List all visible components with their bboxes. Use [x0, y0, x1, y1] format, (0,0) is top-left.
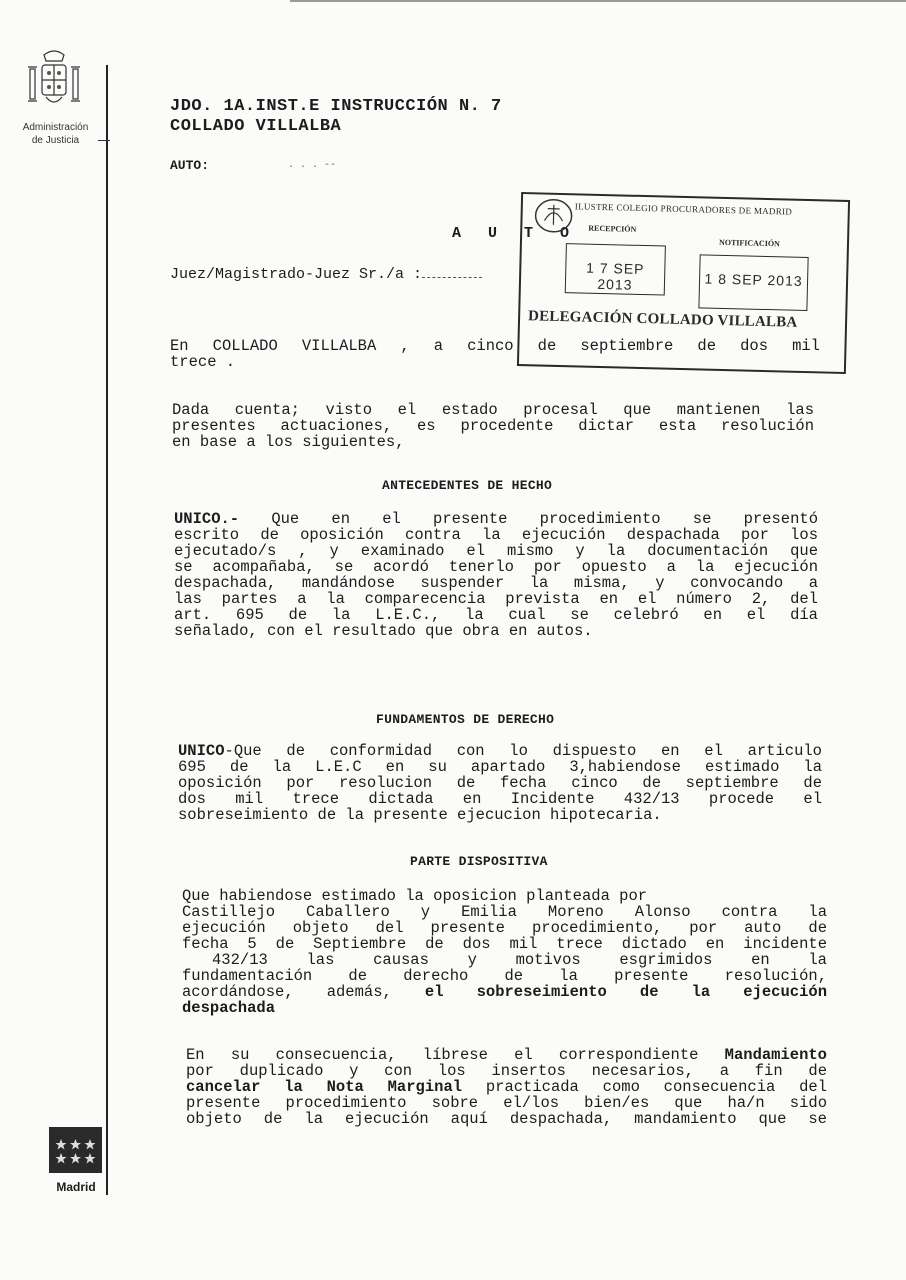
dada-line: presentes actuaciones, es procedente dictar esta resolución	[172, 417, 814, 435]
consecuencia-l3-normal: practicada como consecuencia del	[462, 1078, 827, 1096]
fundamentos-paragraph	[178, 743, 822, 823]
court-heading	[170, 97, 502, 137]
parte-line	[182, 1000, 827, 1016]
antecedentes-lead: UNICO.-	[174, 510, 240, 528]
dada-line: Dada cuenta; visto el estado procesal que mantienen las	[172, 401, 814, 419]
stamp-header: ILUSTRE COLEGIO PROCURADORES DE MADRID	[574, 201, 793, 217]
colegio-seal-icon	[532, 196, 575, 235]
consecuencia-line: objeto de la ejecución aquí despachada, mandamiento que se	[186, 1110, 827, 1128]
consecuencia-l3-bold-1: cancelar la	[186, 1078, 327, 1096]
margin-tick	[98, 140, 110, 141]
consecuencia-l3-bold-2: Nota Marginal	[326, 1078, 463, 1096]
parte-line-7-bold: el sobreseimiento de la ejecución	[424, 983, 827, 1001]
court-line-1: JDO. 1A.INST.E INSTRUCCIÓN N. 7	[170, 97, 502, 116]
fundamentos-line	[178, 743, 822, 759]
parte-line: ejecución objeto del presente procedimiento, por auto de	[182, 919, 827, 937]
stamp-recepcion-date: 1 7 SEP 2013	[585, 259, 645, 293]
consecuencia-line	[186, 1047, 827, 1063]
fundamentos-line: 695 de la L.E.C en su apartado 3,habiendose estimado la	[178, 758, 822, 776]
auto-title: A U T O	[452, 225, 579, 242]
consecuencia-line: presente procedimiento sobre el/los bien/es que ha/n sido	[186, 1094, 827, 1112]
margin-rule	[106, 65, 108, 1195]
dada-cuenta-paragraph	[172, 402, 814, 450]
spanish-crest-icon	[22, 45, 86, 115]
admin-label-1: Administración	[22, 122, 89, 133]
antecedentes-paragraph	[174, 511, 818, 639]
parte-heading: PARTE DISPOSITIVA	[410, 854, 548, 869]
consecuencia-paragraph	[186, 1047, 827, 1127]
fundamentos-line: oposición por resolucion de fecha cinco de septiembre de	[178, 774, 822, 792]
madrid-flag-icon	[49, 1127, 102, 1173]
stamp-recepcion-label: RECEPCIÓN	[588, 223, 637, 234]
top-scan-line	[290, 0, 906, 2]
antecedentes-line-text: Que en el presente procedimiento se presentó	[239, 510, 818, 528]
madrid-label: Madrid	[56, 1180, 96, 1194]
stamp-recepcion-box	[565, 243, 666, 295]
stamp-notificacion-label: NOTIFICACIÓN	[718, 237, 781, 249]
antecedentes-line	[174, 511, 818, 527]
fundamentos-heading: FUNDAMENTOS DE DERECHO	[376, 712, 555, 727]
parte-line	[182, 984, 827, 1000]
juez-label: Juez/Magistrado-Juez Sr./a :	[170, 266, 423, 283]
parte-line-8-bold: despachada	[182, 999, 276, 1017]
antecedentes-heading: ANTECEDENTES DE HECHO	[382, 478, 553, 493]
consecuencia-line	[186, 1079, 827, 1095]
consecuencia-line: por duplicado y con los insertos necesarios, a fin de	[186, 1062, 827, 1080]
stamp-delegacion: DELEGACIÓN COLLADO VILLALBA	[527, 308, 798, 331]
dada-line: en base a los siguientes,	[172, 433, 405, 451]
court-line-2: COLLADO VILLALBA	[170, 117, 342, 136]
auto-dots: . . . --	[288, 160, 337, 171]
antecedentes-line: se acompañaba, se acordó tenerlo por opuesto a la ejecución	[174, 558, 818, 576]
antecedentes-line: art. 695 de la L.E.C., la cual se celebró en el día	[174, 606, 818, 624]
fundamentos-line-text: -Que de conformidad con lo dispuesto en el articulo	[224, 742, 822, 760]
intro-line: En COLLADO VILLALBA , a cinco de septiembre de dos mil	[170, 337, 820, 355]
stamp-notificacion-date: 1 8 SEP 2013	[704, 270, 803, 289]
stamp-notificacion-box	[698, 254, 808, 311]
parte-line-7-normal: acordándose, además,	[182, 983, 425, 1001]
intro-line: trece .	[170, 353, 236, 371]
parte-line: fundamentación de derecho de la presente resolución,	[182, 967, 827, 985]
parte-line: 432/13 las causas y motivos esgrimidos en la	[212, 951, 827, 969]
antecedentes-line: las partes a la comparecencia prevista en el número 2, del	[174, 590, 818, 608]
antecedentes-line: despachada, mandándose suspender la misma, y convocando a	[174, 574, 818, 592]
juez-blank	[422, 265, 482, 278]
antecedentes-line: señalado, con el resultado que obra en autos.	[174, 622, 593, 640]
parte-paragraph	[182, 888, 827, 1016]
antecedentes-line: escrito de oposición contra la ejecución despachada por los	[174, 526, 818, 544]
fundamentos-lead: UNICO	[178, 742, 225, 760]
fundamentos-line: dos mil trece dictada en Incidente 432/13 procede el	[178, 790, 822, 808]
juez-line	[170, 265, 482, 283]
parte-line: Castillejo Caballero y Emilia Moreno Alonso contra la	[182, 903, 827, 921]
antecedentes-line: ejecutado/s , y examinado el mismo y la documentación que	[174, 542, 818, 560]
admin-label-2: de Justicia	[31, 135, 80, 146]
consecuencia-l1-normal: En su consecuencia, líbrese el correspondiente	[186, 1046, 725, 1064]
consecuencia-l1-bold: Mandamiento	[724, 1046, 827, 1064]
parte-line: Que habiendose estimado la oposicion planteada por	[182, 887, 648, 905]
intro-paragraph	[170, 338, 820, 370]
fundamentos-line: sobreseimiento de la presente ejecucion hipotecaria.	[178, 806, 662, 824]
parte-line: fecha 5 de Septiembre de dos mil trece dictado en incidente	[182, 935, 827, 953]
auto-label: AUTO:	[170, 158, 210, 173]
